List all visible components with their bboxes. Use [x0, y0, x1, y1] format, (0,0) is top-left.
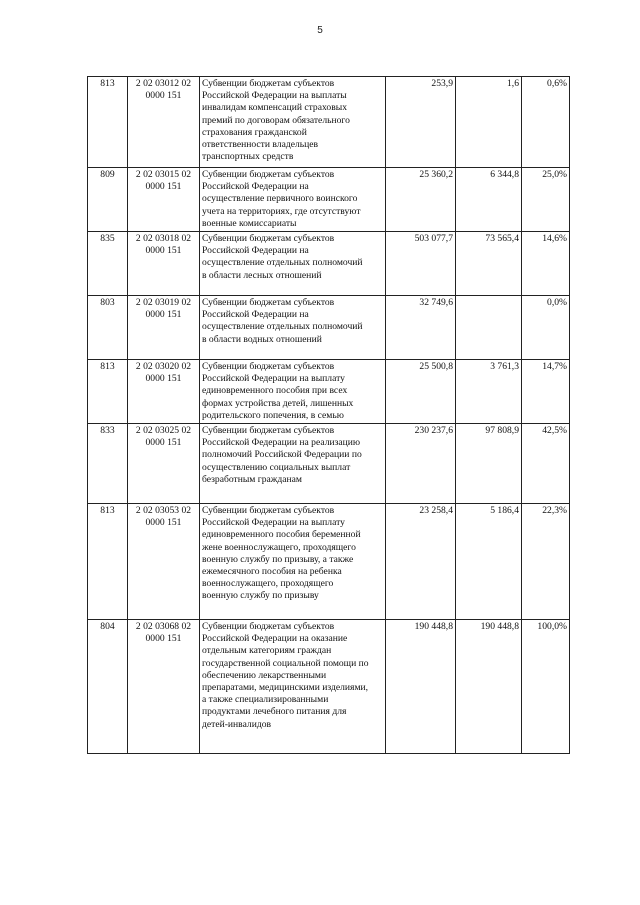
admin-code-cell: 813: [88, 504, 128, 620]
admin-code-cell: 804: [88, 620, 128, 754]
budget-table: [87, 76, 570, 754]
actual-amount-cell: 3 761,3: [456, 360, 522, 424]
revenue-name-line: Российской Федерации на: [202, 181, 309, 193]
actual-amount-cell: 97 808,9: [456, 424, 522, 504]
execution-percent-cell: 42,5%: [522, 424, 570, 504]
revenue-name-line: военную службу по призыву, а также: [202, 553, 354, 565]
execution-percent-cell: 0,0%: [522, 296, 570, 360]
revenue-name-line: Субвенции бюджетам субъектов: [202, 78, 335, 89]
revenue-name-cell: [200, 77, 386, 168]
table-row: [88, 504, 570, 620]
execution-percent-cell: 100,0%: [522, 620, 570, 754]
kbk-line: 2 02 03020 02: [135, 361, 192, 372]
execution-percent-cell: 25,0%: [522, 168, 570, 232]
kbk-line: 2 02 03025 02: [135, 425, 192, 436]
kbk-line: 2 02 03019 02: [135, 297, 192, 308]
revenue-name-cell: [200, 296, 386, 360]
revenue-name-line: осуществление первичного воинского: [202, 193, 358, 205]
admin-code-cell: 809: [88, 168, 128, 232]
revenue-name-line: Российской Федерации на реализацию: [202, 437, 361, 449]
revenue-name-cell: [200, 232, 386, 296]
table-row: [88, 77, 570, 168]
kbk-line: 0000 151: [145, 437, 182, 449]
page-number: 5: [317, 25, 323, 36]
revenue-name-line: а также специализированными: [202, 694, 329, 706]
revenue-name-line: продуктами лечебного питания для: [202, 706, 347, 718]
revenue-name-line: осуществление отдельных полномочий: [202, 257, 363, 269]
kbk-line: 0000 151: [145, 181, 182, 193]
revenue-name-line: Субвенции бюджетам субъектов: [202, 297, 335, 308]
revenue-name-line: в области лесных отношений: [202, 269, 322, 281]
plan-amount-cell: 230 237,6: [386, 424, 456, 504]
kbk-line: 0000 151: [145, 245, 182, 257]
revenue-name-line: полномочий Российской Федерации по: [202, 449, 362, 461]
revenue-name-line: единовременного пособия беременной: [202, 529, 361, 541]
kbk-code-cell: [128, 424, 200, 504]
revenue-name-cell: [200, 168, 386, 232]
revenue-name-line: детей-инвалидов: [202, 718, 272, 730]
revenue-name-line: страхования гражданской: [202, 126, 307, 138]
revenue-name-line: безработным гражданам: [202, 473, 302, 485]
kbk-line: 2 02 03015 02: [135, 169, 192, 180]
execution-percent-cell: 14,6%: [522, 232, 570, 296]
revenue-name-line: отдельным категориям граждан: [202, 645, 332, 657]
revenue-name-line: Субвенции бюджетам субъектов: [202, 233, 335, 244]
revenue-name-line: транспортных средств: [202, 151, 294, 163]
plan-amount-cell: 503 077,7: [386, 232, 456, 296]
plan-amount-cell: 25 360,2: [386, 168, 456, 232]
revenue-name-line: препаратами, медицинскими изделиями,: [202, 682, 369, 694]
kbk-code-cell: [128, 77, 200, 168]
plan-amount-cell: 32 749,6: [386, 296, 456, 360]
revenue-name-line: жене военнослужащего, проходящего: [202, 541, 356, 553]
table-row: [88, 232, 570, 296]
plan-amount-cell: 190 448,8: [386, 620, 456, 754]
actual-amount-cell: 73 565,4: [456, 232, 522, 296]
actual-amount-cell: 190 448,8: [456, 620, 522, 754]
revenue-name-line: Российской Федерации на: [202, 309, 309, 321]
execution-percent-cell: 14,7%: [522, 360, 570, 424]
revenue-name-line: Субвенции бюджетам субъектов: [202, 621, 335, 632]
revenue-name-line: Российской Федерации на выплату: [202, 373, 345, 385]
actual-amount-cell: 5 186,4: [456, 504, 522, 620]
admin-code-cell: 835: [88, 232, 128, 296]
revenue-name-line: премий по договорам обязательного: [202, 114, 350, 126]
revenue-name-line: Российской Федерации на: [202, 245, 309, 257]
kbk-line: 0000 151: [145, 517, 182, 529]
revenue-name-line: инвалидам компенсаций страховых: [202, 102, 347, 114]
admin-code-cell: 813: [88, 360, 128, 424]
revenue-name-line: обеспечению лекарственными: [202, 669, 327, 681]
plan-amount-cell: 25 500,8: [386, 360, 456, 424]
kbk-line: 2 02 03053 02: [135, 505, 192, 516]
revenue-name-line: единовременного пособия при всех: [202, 385, 348, 397]
revenue-name-cell: [200, 620, 386, 754]
revenue-name-line: военнослужащего, проходящего: [202, 578, 334, 590]
revenue-name-line: родительского попечения, в семью: [202, 409, 344, 421]
actual-amount-cell: [456, 296, 522, 360]
revenue-name-cell: [200, 504, 386, 620]
admin-code-cell: 803: [88, 296, 128, 360]
kbk-code-cell: [128, 296, 200, 360]
revenue-name-line: Субвенции бюджетам субъектов: [202, 425, 335, 436]
actual-amount-cell: 6 344,8: [456, 168, 522, 232]
admin-code-cell: 833: [88, 424, 128, 504]
table-body: [88, 77, 570, 754]
revenue-name-line: Российской Федерации на выплаты: [202, 90, 347, 102]
execution-percent-cell: 22,3%: [522, 504, 570, 620]
revenue-name-cell: [200, 424, 386, 504]
table-row: [88, 296, 570, 360]
kbk-code-cell: [128, 232, 200, 296]
kbk-line: 0000 151: [145, 309, 182, 321]
table-row: [88, 620, 570, 754]
kbk-line: 2 02 03068 02: [135, 621, 192, 632]
kbk-line: 2 02 03012 02: [135, 78, 192, 89]
revenue-name-line: ответственности владельцев: [202, 139, 319, 151]
revenue-name-line: ежемесячного пособия на ребенка: [202, 566, 342, 578]
kbk-line: 0000 151: [145, 90, 182, 102]
plan-amount-cell: 253,9: [386, 77, 456, 168]
table-row: [88, 168, 570, 232]
plan-amount-cell: 23 258,4: [386, 504, 456, 620]
revenue-name-line: государственной социальной помощи по: [202, 657, 369, 669]
revenue-name-line: осуществлению социальных выплат: [202, 461, 351, 473]
kbk-code-cell: [128, 168, 200, 232]
revenue-name-line: Субвенции бюджетам субъектов: [202, 505, 335, 516]
table-row: [88, 424, 570, 504]
revenue-name-line: военную службу по призыву: [202, 590, 319, 602]
kbk-line: 2 02 03018 02: [135, 233, 192, 244]
kbk-code-cell: [128, 504, 200, 620]
revenue-name-line: Российской Федерации на выплату: [202, 517, 345, 529]
admin-code-cell: 813: [88, 77, 128, 168]
revenue-name-line: в области водных отношений: [202, 333, 322, 345]
kbk-code-cell: [128, 360, 200, 424]
execution-percent-cell: 0,6%: [522, 77, 570, 168]
revenue-name-line: формах устройства детей, лишенных: [202, 397, 354, 409]
revenue-name-line: военные комиссариаты: [202, 217, 297, 229]
revenue-name-line: Российской Федерации на оказание: [202, 633, 348, 645]
revenue-name-line: учета на территориях, где отсутствуют: [202, 205, 361, 217]
revenue-name-line: Субвенции бюджетам субъектов: [202, 361, 335, 372]
revenue-name-cell: [200, 360, 386, 424]
kbk-code-cell: [128, 620, 200, 754]
kbk-line: 0000 151: [145, 633, 182, 645]
revenue-name-line: осуществление отдельных полномочий: [202, 321, 363, 333]
kbk-line: 0000 151: [145, 373, 182, 385]
actual-amount-cell: 1,6: [456, 77, 522, 168]
table-row: [88, 360, 570, 424]
revenue-name-line: Субвенции бюджетам субъектов: [202, 169, 335, 180]
